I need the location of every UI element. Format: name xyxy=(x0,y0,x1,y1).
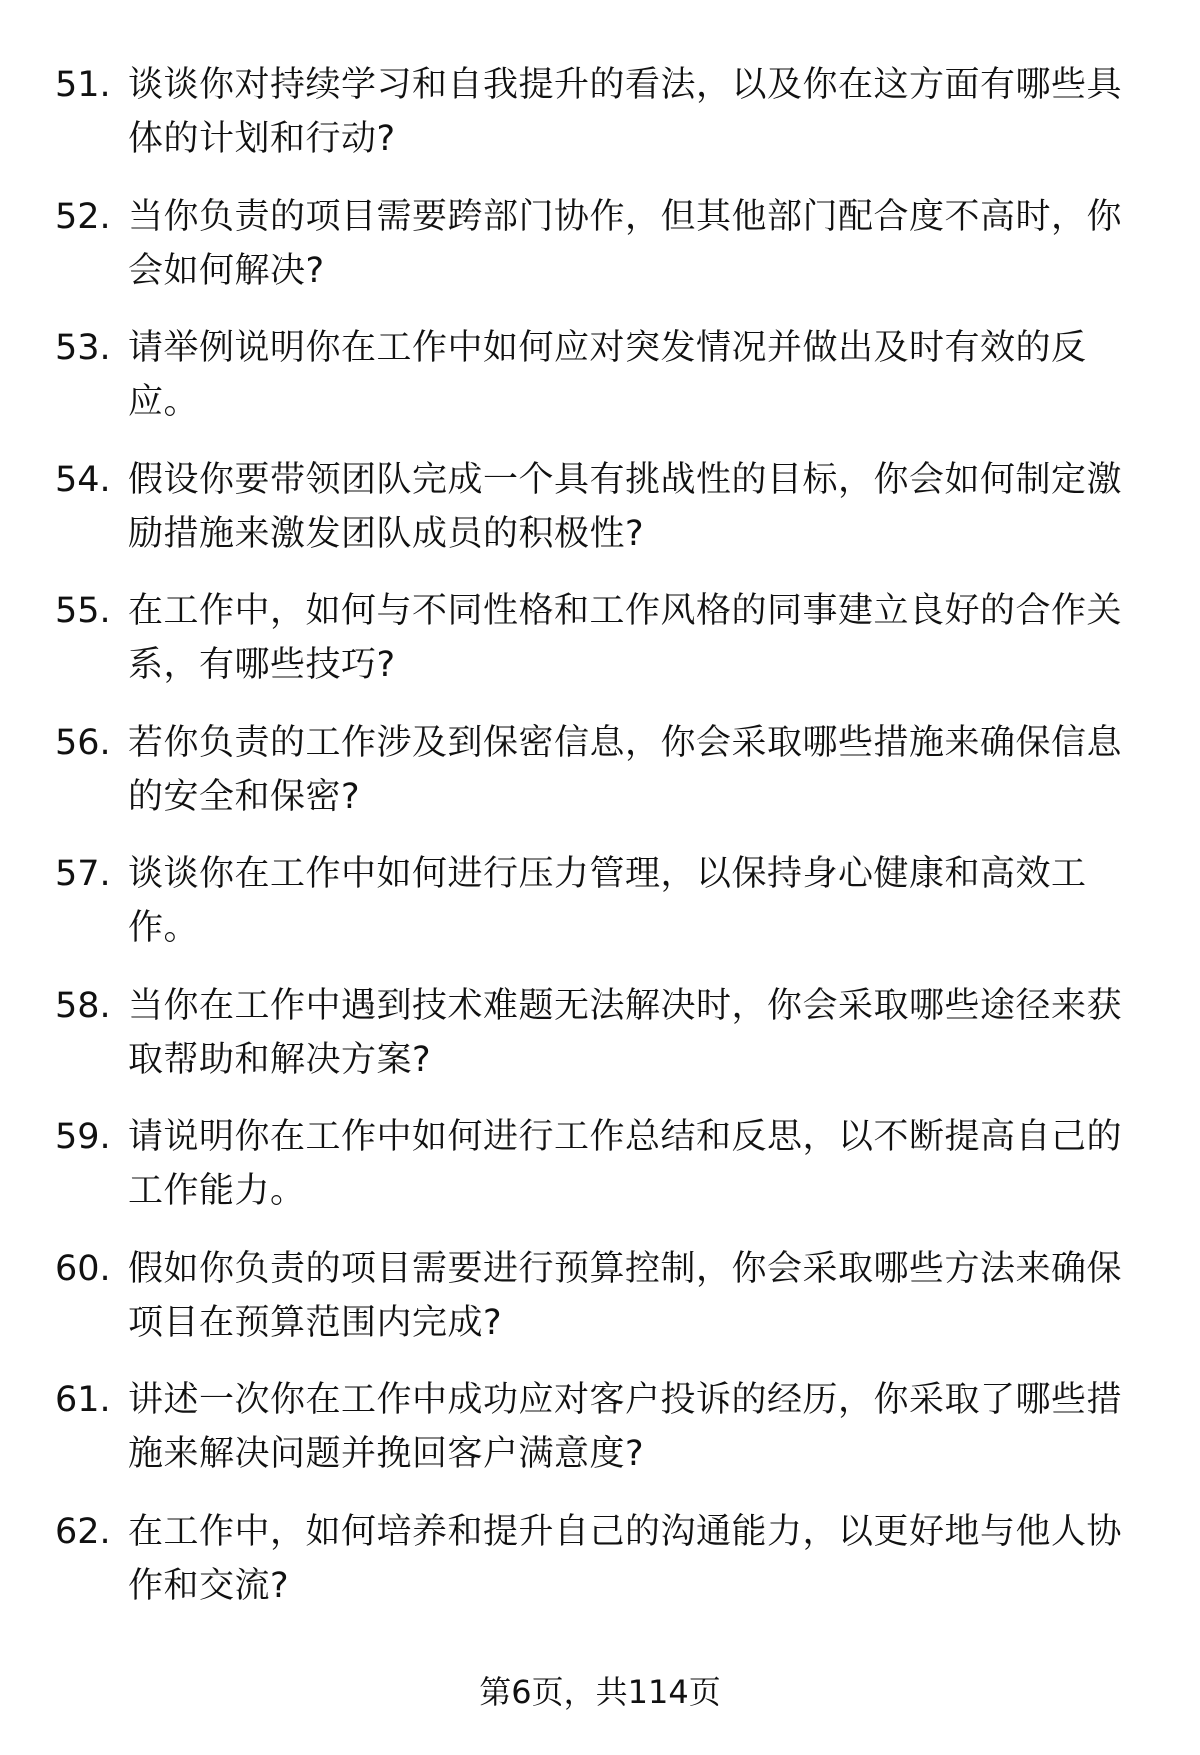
question-text: 请举例说明你在工作中如何应对突发情况并做出及时有效的反应。 xyxy=(128,328,1087,422)
question-item xyxy=(0,1373,1200,1505)
question-number: 60. xyxy=(55,1248,111,1289)
question-item xyxy=(0,716,1200,848)
question-text: 请说明你在工作中如何进行工作总结和反思，以不断提高自己的工作能力。 xyxy=(128,1117,1123,1211)
question-number: 57. xyxy=(55,854,111,894)
question-list xyxy=(0,58,1200,1636)
question-text: 谈谈你对持续学习和自我提升的看法，以及你在这方面有哪些具体的计划和行动? xyxy=(128,65,1123,159)
question-item xyxy=(0,321,1200,453)
page-footer: 第6页，共114页 xyxy=(479,1673,721,1711)
question-number: 61. xyxy=(55,1380,111,1420)
question-text: 讲述一次你在工作中成功应对客户投诉的经历，你采取了哪些措施来解决问题并挽回客户满意度? xyxy=(128,1380,1123,1474)
question-item xyxy=(0,58,1200,190)
question-number: 62. xyxy=(55,1511,111,1552)
question-item xyxy=(0,190,1200,322)
question-number: 59. xyxy=(55,1117,111,1157)
question-text: 当你在工作中遇到技术难题无法解决时，你会采取哪些途径来获取帮助和解决方案? xyxy=(128,985,1123,1080)
question-item xyxy=(0,1505,1200,1637)
question-text: 假如你负责的项目需要进行预算控制，你会采取哪些方法来确保项目在预算范围内完成? xyxy=(128,1248,1123,1343)
question-number: 55. xyxy=(55,591,111,631)
question-item xyxy=(0,453,1200,585)
question-text: 当你负责的项目需要跨部门协作，但其他部门配合度不高时，你会如何解决? xyxy=(128,196,1123,291)
question-text: 若你负责的工作涉及到保密信息，你会采取哪些措施来确保信息的安全和保密? xyxy=(128,722,1123,817)
question-item xyxy=(0,1110,1200,1242)
question-text: 在工作中，如何培养和提升自己的沟通能力，以更好地与他人协作和交流? xyxy=(128,1511,1123,1606)
question-number: 52. xyxy=(55,196,111,237)
question-text: 在工作中，如何与不同性格和工作风格的同事建立良好的合作关系，有哪些技巧? xyxy=(128,591,1123,685)
question-number: 51. xyxy=(55,65,111,105)
question-text: 谈谈你在工作中如何进行压力管理，以保持身心健康和高效工作。 xyxy=(128,854,1087,948)
question-number: 58. xyxy=(55,985,111,1026)
question-number: 56. xyxy=(55,722,111,763)
question-number: 54. xyxy=(55,459,111,500)
question-item xyxy=(0,584,1200,716)
question-item xyxy=(0,979,1200,1111)
question-text: 假设你要带领团队完成一个具有挑战性的目标，你会如何制定激励措施来激发团队成员的积极性? xyxy=(128,459,1123,554)
question-item xyxy=(0,1242,1200,1374)
question-number: 53. xyxy=(55,328,111,368)
question-item xyxy=(0,847,1200,979)
